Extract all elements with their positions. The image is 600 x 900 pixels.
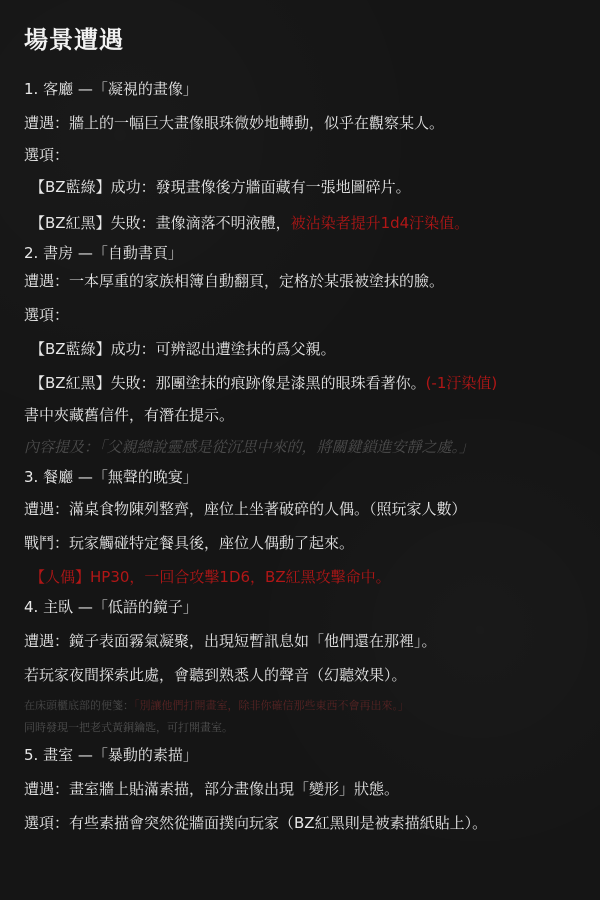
- section-1-heading: 1. 客廳 —「凝視的畫像」: [24, 80, 198, 98]
- section-1-option-failure-text: 【BZ紅黑】失敗：畫像滴落不明液體，: [30, 214, 291, 232]
- section-4-encounter: 遭遇：鏡子表面霧氣凝聚，出現短暫訊息如「他們還在那裡」。: [24, 632, 437, 650]
- section-2-heading: 2. 書房 —「自動書頁」: [24, 244, 183, 262]
- page-title: 場景遭遇: [24, 26, 124, 54]
- section-4-note-prefix: 在床頭櫃底部的便箋：: [24, 699, 134, 712]
- section-5-heading: 5. 畫室 —「暴動的素描」: [24, 746, 198, 764]
- section-2-option-success: 【BZ藍綠】成功：可辨認出遭塗抹的爲父親。: [30, 340, 336, 358]
- section-1-option-failure: [24, 212, 576, 234]
- section-5-options: 選項：有些素描會突然從牆面撲向玩家（BZ紅黑則是被素描紙貼上）。: [24, 814, 488, 832]
- section-5-encounter: 遭遇：畫室牆上貼滿素描，部分畫像出現「變形」狀態。: [24, 780, 400, 798]
- section-4-heading: 4. 主臥 —「低語的鏡子」: [24, 598, 198, 616]
- section-1-options-label: 選項：: [24, 146, 70, 164]
- section-3-encounter: 遭遇：滿桌食物陳列整齊，座位上坐著破碎的人偶。（照玩家人數）: [24, 500, 467, 518]
- section-4-extra: 若玩家夜間探索此處，會聽到熟悉人的聲音（幻聽效果）。: [24, 666, 407, 684]
- section-3-enemy-stats: 【人偶】HP30，一回合攻擊1D6，BZ紅黑攻擊命中。: [30, 568, 391, 586]
- section-2-extra: 書中夾藏舊信件，有潛在提示。: [24, 406, 235, 424]
- section-2-option-failure: [24, 372, 576, 394]
- section-2-options-label: 選項：: [24, 306, 70, 324]
- section-4-note-line-1: [24, 698, 576, 714]
- section-4-note-quote: 「別讓他們打開畫室，除非你確信那些東西不會再出來。」: [134, 699, 409, 712]
- section-2-option-failure-text: 【BZ紅黑】失敗：那團塗抹的痕跡像是漆黑的眼珠看著你。: [30, 374, 426, 392]
- section-3-heading: 3. 餐廳 —「無聲的晚宴」: [24, 468, 198, 486]
- section-2-failure-effect: (-1汙染值): [425, 374, 498, 392]
- section-4-note-line-2: 同時發現一把老式黃銅鑰匙，可打開畫室。: [24, 721, 233, 734]
- section-3-battle: 戰鬥：玩家觸碰特定餐具後，座位人偶動了起來。: [24, 534, 355, 552]
- section-1-option-success: 【BZ藍綠】成功：發現畫像後方牆面藏有一張地圖碎片。: [30, 178, 411, 196]
- section-2-encounter: 遭遇：一本厚重的家族相簿自動翻頁，定格於某張被塗抹的臉。: [24, 272, 445, 290]
- section-1-encounter: 遭遇：牆上的一幅巨大畫像眼珠微妙地轉動，似乎在觀察某人。: [24, 114, 445, 132]
- section-2-hint: 內容提及：「父親總說靈感是從沉思中來的，將關鍵鎖進安靜之處。」: [24, 438, 475, 456]
- section-1-failure-effect: 被沾染者提升1d4汙染值。: [290, 214, 470, 232]
